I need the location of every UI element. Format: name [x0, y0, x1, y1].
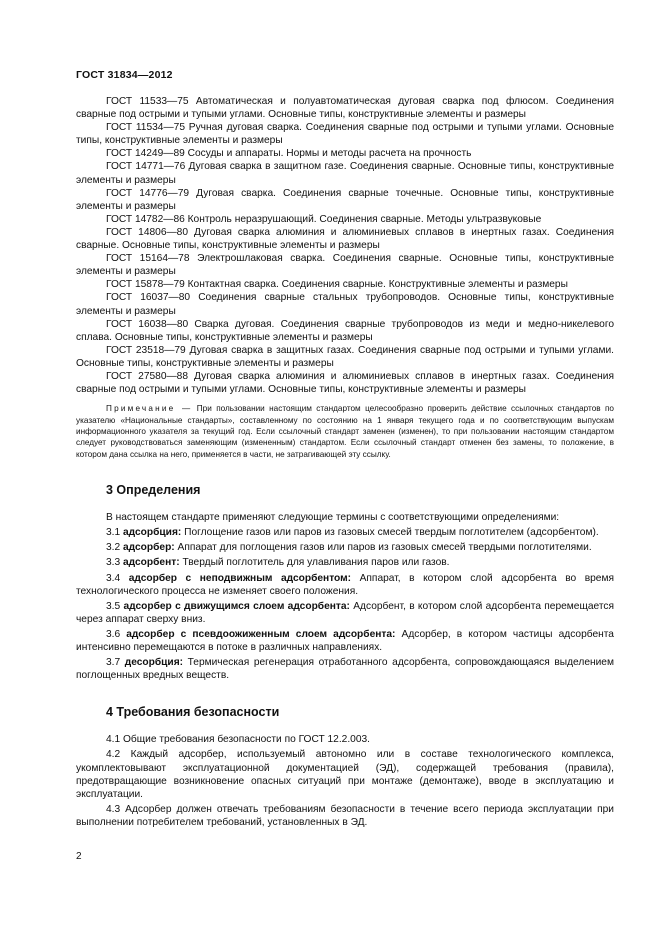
- reference-item: ГОСТ 11534—75 Ручная дуговая сварка. Соединения сварные под острыми и тупыми углами. Основные типы, конструктивные элементы и размеры: [76, 122, 614, 147]
- document-body: [76, 95, 614, 829]
- definition-text: Аппарат, в котором слой адсорбента во время технологического процесса не изменяет своего положения.: [76, 572, 614, 597]
- reference-item: ГОСТ 23518—79 Дуговая сварка в защитных газах. Соединения сварные под острыми и тупыми углами. Основные типы, конструктивные элементы и размеры: [76, 344, 614, 369]
- reference-item: ГОСТ 14782—86 Контроль неразрушающий. Соединения сварные. Методы ультразвуковые: [106, 213, 542, 225]
- definition-text: Поглощение газов или паров из газовых смесей твердым поглотителем (адсорбентом).: [184, 527, 599, 539]
- section-3-heading: 3 Определения: [106, 483, 201, 498]
- reference-item: ГОСТ 14249—89 Сосуды и аппараты. Нормы и методы расчета на прочность: [106, 148, 472, 160]
- document-code-header: ГОСТ 31834—2012: [76, 69, 173, 81]
- definition-item: [76, 572, 614, 598]
- reference-item: ГОСТ 27580—88 Дуговая сварка алюминия и алюминиевых сплавов в инертных газах. Соединения сварные под острыми и тупыми углами. Основные типы, конструктивные элементы и размеры: [76, 370, 614, 396]
- definition-text: Адсорбер, в котором частицы адсорбента интенсивно перемещаются в потоке в различных направлениях.: [76, 628, 614, 654]
- page-number: 2: [76, 851, 82, 862]
- note-text: При пользовании настоящим стандартом целесообразно проверить действие ссылочных стандартов по указателю «Национальные стандарты», составленному по состоянию на 1 января текущего года и по соответствующим выпускам информационного указателя за текущий год. Если ссылочный стандарт заменен (изменен), то при пользовании настоящим стандартом следует руководствоваться заменяющим (измененным) стандартом. Если ссылочный стандарт отменен без замены, то положение, в котором дана ссылка на него, применяется в части, не затрагивающей эту ссылку.: [76, 404, 614, 459]
- definition-item: [76, 526, 614, 539]
- section-4-heading: 4 Требования безопасности: [106, 705, 280, 720]
- normative-references-list: [76, 95, 614, 396]
- definition-number: 3.2: [106, 542, 121, 554]
- definition-number: 3.3: [106, 557, 121, 569]
- note-label: Примечание —: [106, 404, 193, 414]
- definition-text: Аппарат для поглощения газов или паров из газовых смесей твердыми поглотителями.: [177, 542, 592, 554]
- reference-item: ГОСТ 14776—79 Дуговая сварка. Соединения сварные точечные. Основные типы, конструктивные элементы и размеры: [76, 187, 614, 212]
- reference-item: ГОСТ 11533—75 Автоматическая и полуавтоматическая дуговая сварка под флюсом. Соединения сварные под острыми и тупыми углами. Основные типы, конструктивные элементы и размеры: [76, 96, 614, 121]
- reference-item: ГОСТ 15878—79 Контактная сварка. Соединения сварные. Конструктивные элементы и размеры: [106, 279, 568, 291]
- definition-term: адсорбер с псевдоожиженным слоем адсорбента:: [126, 628, 396, 640]
- note-paragraph: [76, 403, 614, 460]
- requirement-item: 4.3 Адсорбер должен отвечать требованиям безопасности в течение всего периода эксплуатации при выполнении потребителем требований, установленных в ЭД.: [76, 803, 614, 828]
- definition-item: [76, 556, 614, 569]
- definition-term: адсорбция:: [123, 527, 182, 539]
- definition-number: 3.4: [106, 572, 121, 584]
- definition-text: Термическая регенерация отработанного адсорбента, сопровождающаяся выделением поглощенных вредных веществ.: [76, 657, 614, 682]
- definition-term: адсорбент:: [123, 557, 180, 569]
- reference-item: ГОСТ 14771—76 Дуговая сварка в защитном газе. Соединения сварные. Основные типы, конструктивные элементы и размеры: [76, 161, 614, 186]
- definition-number: 3.6: [106, 628, 121, 640]
- definition-item: [76, 541, 614, 554]
- definitions-intro: В настоящем стандарте применяют следующие термины с соответствующими определениями:: [106, 512, 560, 524]
- definition-number: 3.5: [106, 600, 121, 612]
- reference-item: ГОСТ 15164—78 Электрошлаковая сварка. Соединения сварные. Основные типы, конструктивные элементы и размеры: [76, 253, 614, 278]
- definition-number: 3.1: [106, 527, 121, 539]
- requirement-item: 4.2 Каждый адсорбер, используемый автономно или в составе технологического комплекса, укомплектовывают эксплуатационной документацией (ЭД), содержащей требования (правила), предотвращающие возникновение опасных ситуаций при монтаже (демонтаже), вводе в эксплуатацию и эксплуатации.: [76, 749, 614, 800]
- reference-item: ГОСТ 16037—80 Соединения сварные стальных трубопроводов. Основные типы, конструктивные элементы и размеры: [76, 292, 614, 317]
- definition-number: 3.7: [106, 657, 121, 669]
- definition-term: адсорбер:: [123, 542, 175, 554]
- reference-item: ГОСТ 16038—80 Сварка дуговая. Соединения сварные трубопроводов из меди и медно-никелевого сплава. Основные типы, конструктивные элементы и размеры: [76, 318, 614, 343]
- definition-item: [76, 656, 614, 682]
- reference-item: ГОСТ 14806—80 Дуговая сварка алюминия и алюминиевых сплавов в инертных газах. Соединения сварные. Основные типы, конструктивные элементы и размеры: [76, 226, 614, 252]
- definition-term: адсорбер с движущимся слоем адсорбента:: [123, 600, 350, 612]
- definition-item: [76, 628, 614, 654]
- definition-term: десорбция:: [124, 657, 184, 669]
- requirement-item: 4.1 Общие требования безопасности по ГОСТ 12.2.003.: [106, 734, 371, 746]
- definition-item: [76, 600, 614, 626]
- definition-term: адсорбер с неподвижным адсорбентом:: [128, 572, 352, 584]
- definition-text: Твердый поглотитель для улавливания паров или газов.: [182, 557, 450, 569]
- definition-text: Адсорбент, в котором слой адсорбента перемещается через аппарат сверху вниз.: [76, 600, 614, 625]
